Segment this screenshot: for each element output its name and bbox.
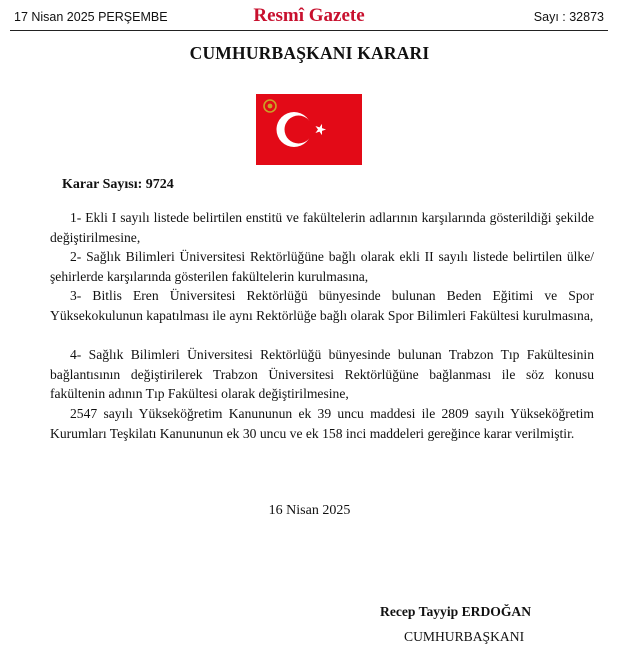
signature-date: 16 Nisan 2025 <box>268 503 351 518</box>
header-date: 17 Nisan 2025 PERŞEMBE <box>14 10 168 24</box>
decision-paragraph-3: 3- Bitlis Eren Üniversitesi Rektörlüğü bünyesinde bulunan Beden Eğitimi ve Spor Yüksekokulunun kapatılması ile aynı Rektörlüğe bağlı olarak Spor Bilimleri Fakültesi kurulmasına, <box>50 288 594 323</box>
gazette-header <box>10 6 608 28</box>
decision-paragraph-1: 1- Ekli I sayılı listede belirtilen enstitü ve fakültelerin adlarının karşılarında gösterildiği şekilde değiştirilmesine, <box>50 210 594 245</box>
publication-name: Resmî Gazete <box>253 5 365 26</box>
header-divider <box>10 30 608 31</box>
page-title: CUMHURBAŞKANI KARARI <box>189 43 430 63</box>
decision-number: Karar Sayısı: 9724 <box>62 177 174 192</box>
decision-paragraph-4: 4- Sağlık Bilimleri Üniversitesi Rektörlüğü bünyesinde bulunan Trabzon Tıp Fakültesinin bağlantısının değiştirilerek Trabzon Üniversitesi Rektörlüğüne bağlanması ile söz konusu fakültenin adının Tıp Fakültesi olarak değiştirilmesine, <box>50 347 594 401</box>
issue-number: Sayı : 32873 <box>533 10 604 24</box>
legal-basis-paragraph: 2547 sayılı Yükseköğretim Kanununun ek 39 uncu maddesi ile 2809 sayılı Yükseköğretim Kurumları Teşkilatı Kanununun ek 30 uncu ve ek 158 inci maddeleri gereğince karar verilmiştir. <box>50 406 594 441</box>
signatory-title: CUMHURBAŞKANI <box>404 629 525 644</box>
decision-paragraph-2: 2- Sağlık Bilimleri Üniversitesi Rektörlüğüne bağlı olarak ekli II sayılı listede belirtilen ülke/şehirlerde karşılarında gösterilen fakültelerin kurulmasına, <box>50 249 594 284</box>
signatory-name: Recep Tayyip ERDOĞAN <box>380 604 532 619</box>
crescent-inner <box>285 116 313 144</box>
turkish-flag-icon <box>256 94 362 165</box>
